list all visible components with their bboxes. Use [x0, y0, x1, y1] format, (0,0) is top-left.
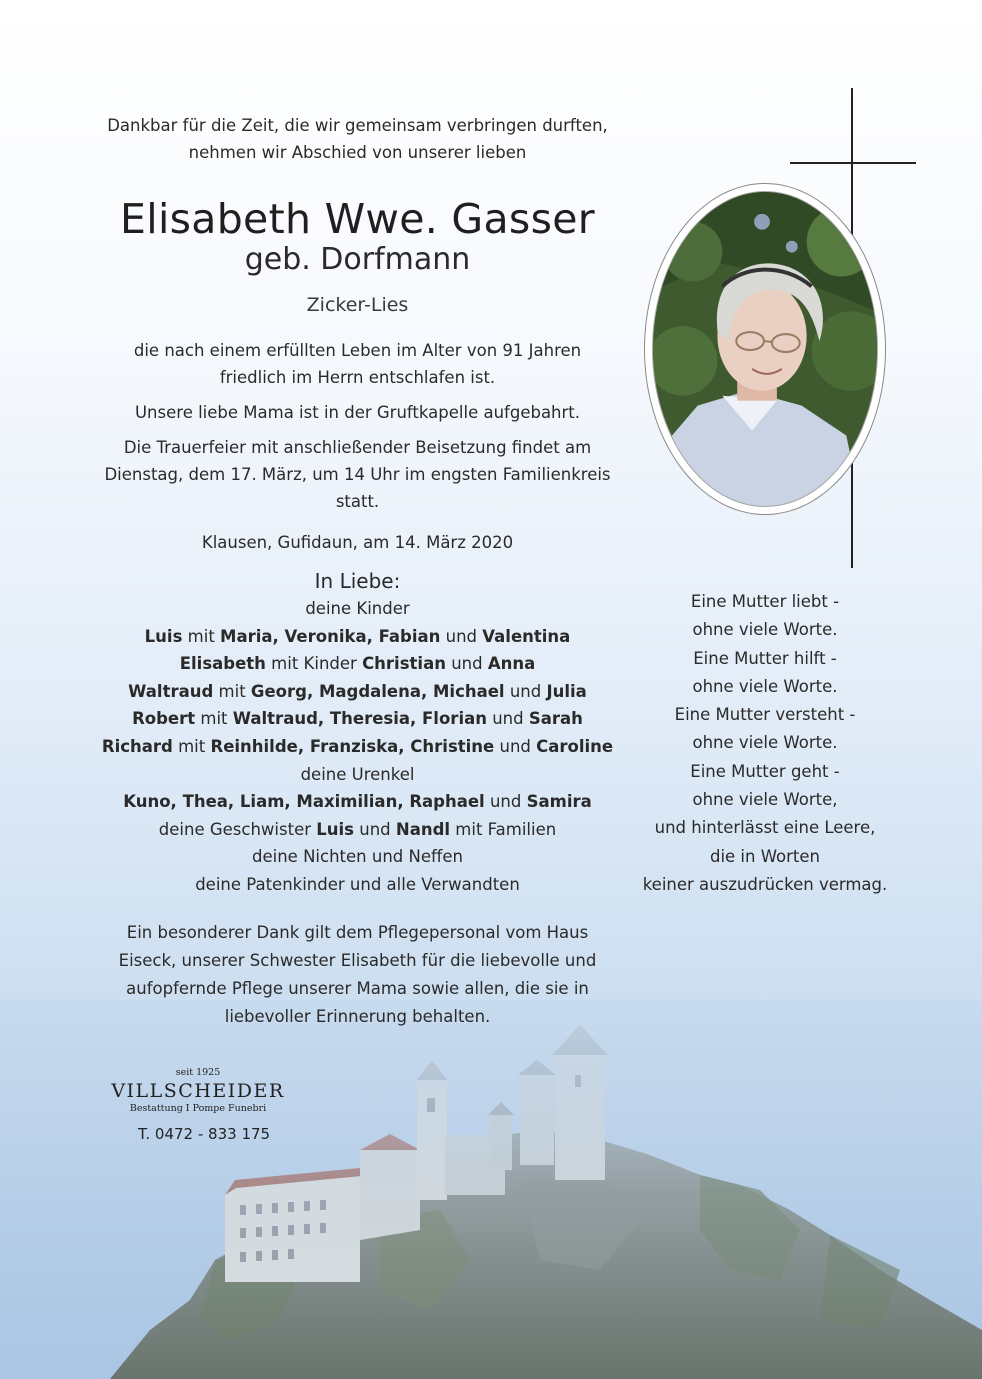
family-connector: und — [494, 736, 537, 756]
laid-out-text — [100, 399, 615, 426]
family-connector: mit Kinder — [265, 654, 363, 674]
family-line — [100, 733, 615, 761]
thanks-text — [100, 919, 615, 1031]
family-name: Reinhilde, Franziska, Christine — [210, 736, 495, 756]
family-line — [100, 678, 615, 706]
family-connector: und — [440, 626, 483, 646]
family-name: Valentina — [482, 626, 571, 646]
funeral-line-2: Dienstag, dem 17. März, um 14 Uhr im engsten Familienkreis — [104, 465, 611, 484]
family-connector: und — [445, 654, 488, 674]
poem-line: und hinterlässt eine Leere, — [654, 818, 876, 838]
maiden-name: geb. Dorfmann — [244, 242, 471, 277]
poem-line: Eine Mutter versteht - — [674, 705, 856, 725]
family-connector: mit — [213, 681, 251, 701]
family-name: Kuno, Thea, Liam, Maximilian, Raphael — [123, 792, 485, 812]
logo-since: seit 1925 — [175, 1067, 221, 1078]
logo-brand: VILLSCHEIDER — [111, 1080, 285, 1102]
intro-text — [100, 112, 615, 166]
age-line-1: die nach einem erfüllten Leben im Alter von 91 Jahren — [133, 341, 582, 360]
poem-line: ohne viele Worte. — [692, 733, 838, 753]
thanks-line-3: aufopfernde Pflege unserer Mama sowie allen, die sie in — [126, 978, 589, 998]
family-line — [100, 843, 615, 871]
nickname: Zicker-Lies — [306, 294, 409, 316]
place-date: Klausen, Gufidaun, am 14. März 2020 — [201, 533, 514, 552]
poem-line: Eine Mutter geht - — [690, 761, 840, 781]
funeral-line-1: Die Trauerfeier mit anschließender Beisetzung findet am — [123, 438, 592, 457]
portrait-photo — [652, 191, 878, 507]
intro-line-1: Dankbar für die Zeit, die wir gemeinsam verbringen durften, — [107, 116, 608, 135]
poem-line: Eine Mutter liebt - — [690, 592, 840, 611]
family-name: Elisabeth — [179, 654, 266, 674]
age-line-2: friedlich im Herrn entschlafen ist. — [219, 368, 496, 387]
family-name: Julia — [546, 681, 587, 701]
family-name: Christian — [362, 654, 446, 674]
family-line — [100, 761, 615, 789]
in-love-title: In Liebe: — [314, 569, 401, 593]
family-connector: mit — [182, 626, 221, 646]
family-line — [100, 623, 615, 651]
poem-line: keiner auszudrücken vermag. — [642, 874, 888, 894]
family-name: Robert — [132, 709, 196, 729]
family-name: Nandl — [395, 819, 451, 839]
family-line — [100, 871, 615, 899]
family-name: Luis — [316, 819, 354, 839]
intro-line-2: nehmen wir Abschied von unserer lieben — [188, 143, 527, 162]
poem-line: ohne viele Worte. — [692, 676, 838, 696]
family-connector: und — [354, 819, 396, 839]
family-name: Waltraud, Theresia, Florian — [232, 709, 487, 729]
main-text-column — [100, 112, 615, 1031]
poem-line: Eine Mutter hilft - — [693, 648, 837, 668]
family-name: Maria, Veronika, Fabian — [220, 626, 441, 646]
family-connector: mit — [172, 736, 211, 756]
family-connector: deine Geschwister — [158, 819, 317, 839]
family-name: Caroline — [536, 736, 614, 756]
logo-subtitle: Bestattung I Pompe Funebri — [129, 1103, 267, 1114]
cross-bar — [790, 162, 916, 164]
thanks-line-4: liebevoller Erinnerung behalten. — [224, 1006, 491, 1026]
castle-background-image — [0, 1000, 982, 1379]
family-name: Waltraud — [128, 681, 214, 701]
laid-out-line: Unsere liebe Mama ist in der Gruftkapelle aufgebahrt. — [134, 403, 581, 422]
family-connector: deine Urenkel — [300, 764, 415, 784]
family-connector: deine Nichten und Neffen — [252, 847, 463, 867]
family-connector: und — [504, 681, 547, 701]
family-connector: und — [484, 792, 527, 812]
family-line — [100, 788, 615, 816]
family-connector: und — [486, 709, 529, 729]
funeral-info — [100, 434, 615, 515]
family-line — [100, 705, 615, 733]
family-connector: mit Familien — [450, 819, 557, 839]
family-connector: mit — [195, 709, 233, 729]
phone-number: T. 0472 - 833 175 — [138, 1125, 271, 1143]
family-name: Sarah — [528, 709, 583, 729]
family-name: Luis — [144, 626, 183, 646]
family-name: Samira — [526, 792, 592, 812]
funeral-home-logo — [108, 1067, 288, 1145]
family-name: Anna — [487, 654, 536, 674]
poem — [620, 588, 910, 899]
family-name: Richard — [101, 736, 173, 756]
age-text — [100, 337, 615, 391]
poem-line: ohne viele Worte. — [692, 620, 838, 640]
family-connector: deine Patenkinder und alle Verwandten — [195, 874, 520, 894]
portrait-frame — [644, 183, 886, 515]
funeral-line-3: statt. — [335, 492, 380, 511]
poem-line: ohne viele Worte, — [692, 790, 838, 810]
family-line — [100, 650, 615, 678]
poem-line: die in Worten — [709, 846, 821, 866]
family-line — [100, 816, 615, 844]
children-label: deine Kinder — [305, 599, 410, 618]
thanks-line-2: Eiseck, unserer Schwester Elisabeth für die liebevolle und — [118, 950, 597, 970]
family-list — [100, 595, 615, 899]
family-lines — [100, 623, 615, 899]
family-name: Georg, Magdalena, Michael — [250, 681, 505, 701]
deceased-name: Elisabeth Wwe. Gasser — [120, 195, 595, 243]
thanks-line-1: Ein besonderer Dank gilt dem Pflegepersonal vom Haus — [126, 922, 589, 942]
